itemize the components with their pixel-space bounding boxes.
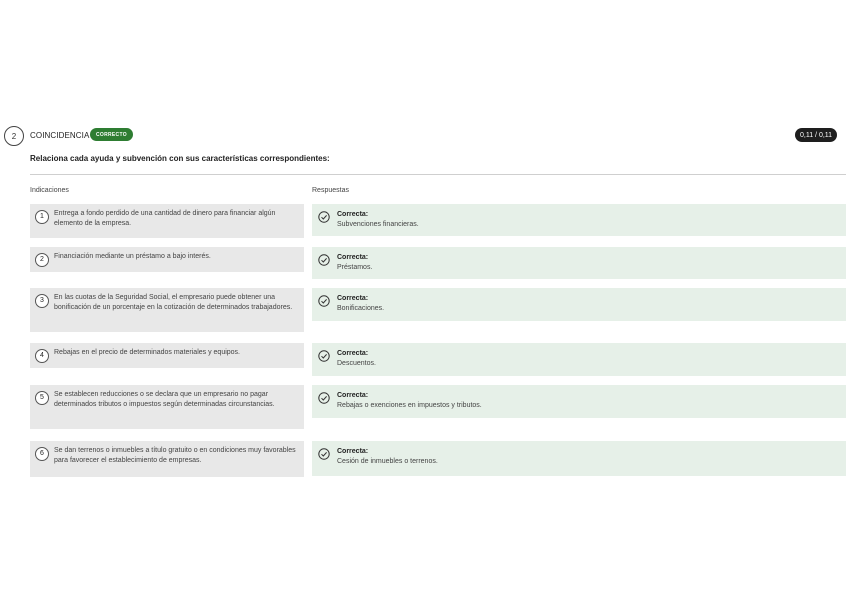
answer-text: Subvenciones financieras. [337, 221, 419, 228]
indication-row [30, 343, 304, 368]
indication-row [30, 288, 304, 332]
answer-status: Correcta: [337, 295, 369, 302]
question-number: 2 [4, 126, 24, 146]
indication-text: Se dan terrenos o inmuebles a título gratuito o en condiciones muy favorables para favorecer el establecimiento de empresas. [54, 447, 296, 464]
answer-row [312, 385, 846, 418]
indication-row [30, 204, 304, 238]
indication-text: Se establecen reducciones o se declara que un empresario no pagar determinados tributos o impuestos según determinadas circunstancias. [54, 391, 275, 408]
check-circle-icon [318, 392, 330, 404]
divider [30, 174, 846, 175]
answer-row [312, 343, 846, 376]
indication-number: 6 [35, 447, 49, 461]
answer-text: Rebajas o exenciones en impuestos y tributos. [337, 402, 482, 409]
indication-number: 2 [35, 253, 49, 267]
answer-text: Bonificaciones. [337, 305, 385, 312]
indication-number: 4 [35, 349, 49, 363]
check-circle-icon [318, 254, 330, 266]
indication-number: 3 [35, 294, 49, 308]
answer-text: Descuentos. [337, 360, 376, 367]
answer-text: Préstamos. [337, 264, 373, 271]
indication-number: 1 [35, 210, 49, 224]
answer-text: Cesión de inmuebles o terrenos. [337, 458, 438, 465]
answer-status: Correcta: [337, 254, 369, 261]
question-block [0, 122, 848, 465]
check-circle-icon [318, 448, 330, 460]
question-header [0, 122, 848, 148]
indication-row [30, 385, 304, 429]
indication-text: En las cuotas de la Seguridad Social, el empresario puede obtener una bonificación de un porcentaje en la cotización de determinados trabajadores. [54, 294, 293, 311]
indication-row [30, 247, 304, 272]
question-type: COINCIDENCIA [30, 131, 90, 140]
answer-row [312, 247, 846, 279]
status-badge: CORRECTO [90, 128, 133, 141]
answer-status: Correcta: [337, 211, 369, 218]
answers-header: Respuestas [312, 187, 349, 194]
answer-status: Correcta: [337, 350, 369, 357]
score-badge: 0,11 / 0,11 [795, 128, 837, 142]
indication-number: 5 [35, 391, 49, 405]
indication-text: Rebajas en el precio de determinados materiales y equipos. [54, 349, 240, 356]
indication-row [30, 441, 304, 477]
answer-status: Correcta: [337, 392, 369, 399]
question-prompt: Relaciona cada ayuda y subvención con sus características correspondientes: [30, 154, 330, 163]
indication-text: Entrega a fondo perdido de una cantidad de dinero para financiar algún elemento de la empresa. [54, 210, 276, 227]
indication-text: Financiación mediante un préstamo a bajo interés. [54, 253, 211, 260]
answer-row [312, 204, 846, 236]
check-circle-icon [318, 295, 330, 307]
check-circle-icon [318, 350, 330, 362]
answer-status: Correcta: [337, 448, 369, 455]
check-circle-icon [318, 211, 330, 223]
answer-row [312, 441, 846, 476]
answer-row [312, 288, 846, 321]
indications-header: Indicaciones [30, 187, 69, 194]
